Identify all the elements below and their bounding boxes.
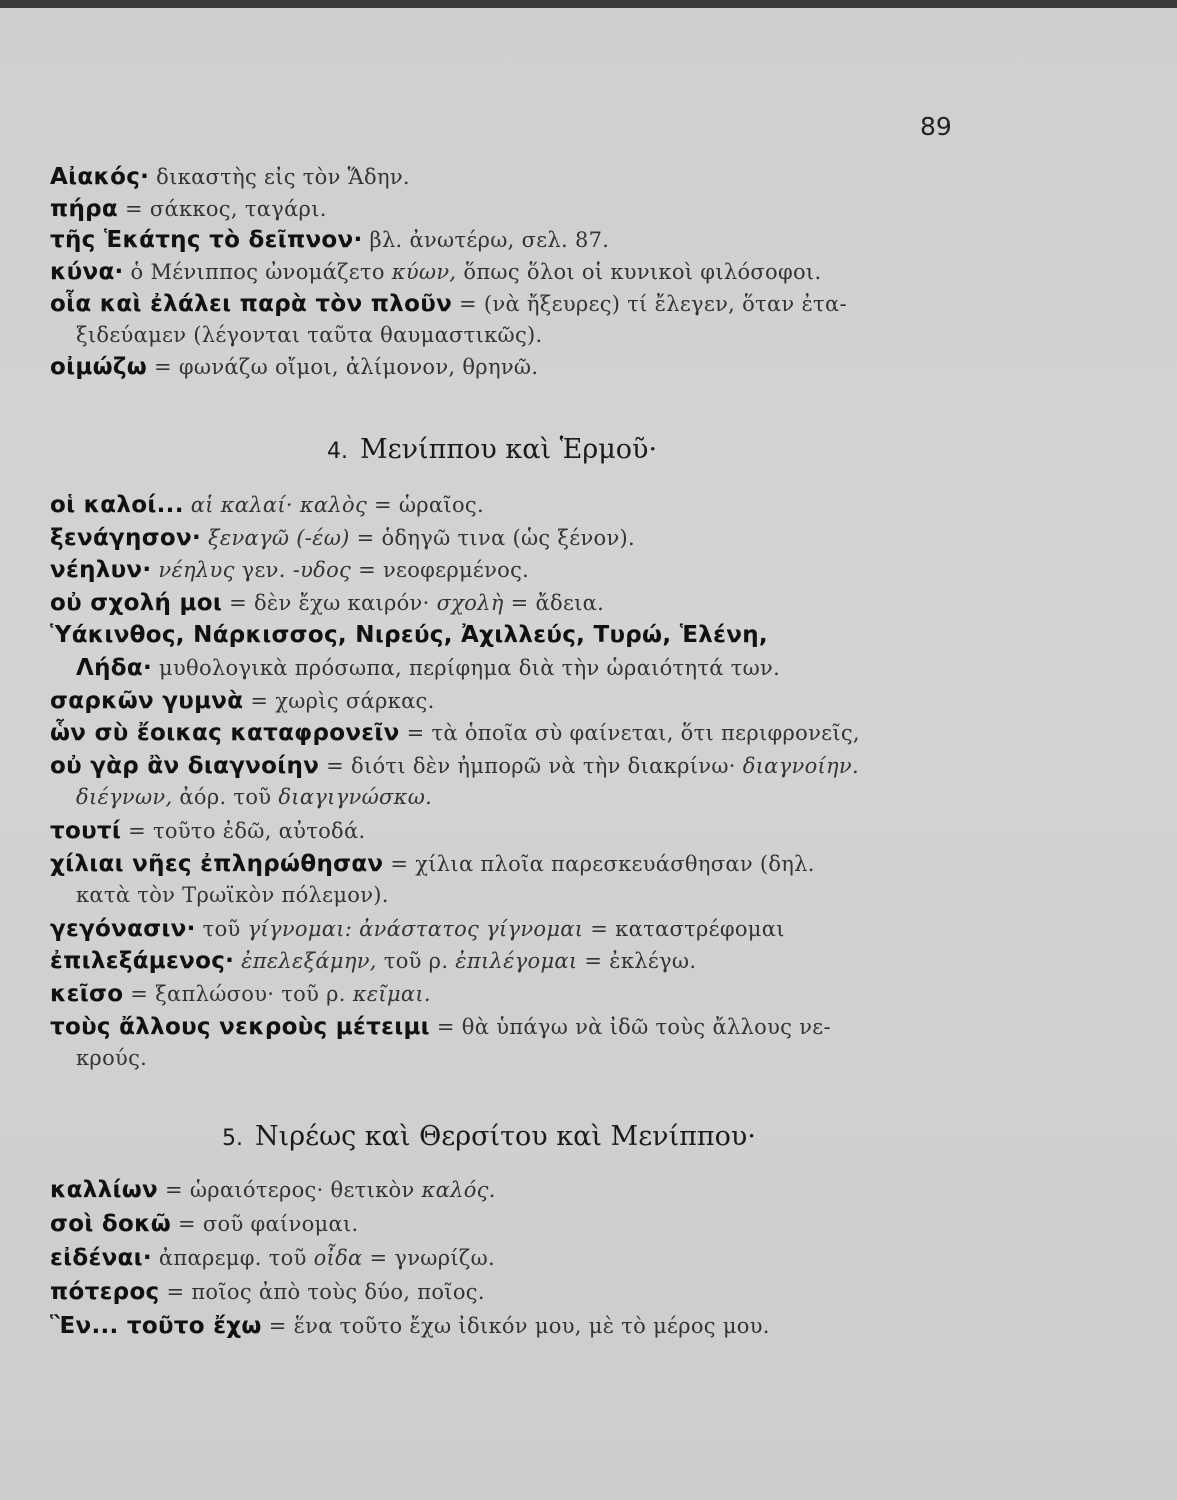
gloss-italic: ἐπιλέγομαι <box>455 949 578 974</box>
gloss-italic: κεῖμαι. <box>352 982 431 1006</box>
glossary-line <box>76 883 389 908</box>
gloss-text: δικαστὴς εἰς τὸν Ἅδην. <box>149 165 410 189</box>
gloss-text: τοῦ <box>195 916 248 941</box>
gloss-text: κρούς. <box>76 1046 148 1071</box>
glossary-line <box>50 622 768 648</box>
gloss-text: = ὁδηγῶ τινα (ὡς ξένον). <box>349 525 636 550</box>
glossary-line <box>50 818 365 844</box>
headword: οἱ καλοί... <box>50 492 184 518</box>
gloss-text: = τοῦτο ἐδῶ, αὐτοδά. <box>121 819 366 843</box>
glossary-line <box>76 323 543 348</box>
scan-edge <box>0 0 1177 8</box>
gloss-text: γεν. <box>234 558 293 583</box>
glossary-line <box>50 227 609 253</box>
gloss-italic: γίγνομαι: ἀνάστατος γίγνομαι <box>247 916 584 941</box>
gloss-text: = δὲν ἔχω καιρόν· <box>222 590 437 615</box>
glossary-line <box>50 753 859 779</box>
gloss-text: = ἐκλέγω. <box>577 949 697 974</box>
glossary-line <box>76 785 432 810</box>
glossary-line <box>50 354 538 380</box>
heading-title: Μενίππου καὶ Ἑρμοῦ· <box>360 434 658 465</box>
glossary-line <box>50 916 785 942</box>
gloss-text: βλ. ἀνωτέρω, σελ. 87. <box>362 228 610 253</box>
glossary-line <box>50 164 410 190</box>
gloss-italic: σχολὴ <box>436 590 504 615</box>
gloss-italic: διαγνοίην. <box>742 753 859 778</box>
gloss-text: = θὰ ὑπάγω νὰ ἰδῶ τοὺς ἄλλους νε- <box>429 1014 831 1039</box>
headword: γεγόνασιν· <box>50 915 196 942</box>
headword: Ὑάκινθος, Νάρκισσος, Νιρεύς, Ἀχιλλεύς, Τυρώ, Ἑλένη, <box>50 622 768 649</box>
section-heading-4 <box>327 434 657 465</box>
glossary-line <box>50 1014 831 1040</box>
gloss-text: μυθολογικὰ πρόσωπα, περίφημα διὰ τὴν ὡραιότητά των. <box>152 656 781 680</box>
heading-title: Νιρέως καὶ Θερσίτου καὶ Μενίππου· <box>255 1121 756 1152</box>
headword: τοὺς ἄλλους νεκροὺς μέτειμι <box>50 1013 430 1040</box>
glossary-line <box>76 655 780 681</box>
headword: ξενάγησον· <box>50 524 202 551</box>
gloss-italic: διαγιγνώσκω. <box>278 785 433 810</box>
gloss-text: = νεοφερμένος. <box>351 558 530 583</box>
headword: πότερος <box>50 1279 160 1305</box>
gloss-text: = ὡραιότερος· θετικὸν <box>157 1178 422 1202</box>
gloss-text: = φωνάζω οἴμοι, ἀλίμονον, θρηνῶ. <box>147 355 539 380</box>
glossary-line <box>50 259 821 285</box>
headword: χίλιαι νῆες ἐπληρώθησαν <box>50 850 384 877</box>
gloss-italic: ξεναγῶ (-έω) <box>201 525 350 550</box>
glossary-line <box>50 492 484 518</box>
gloss-italic: -υδος <box>292 558 352 583</box>
headword: πήρα <box>50 195 119 222</box>
gloss-text: = χωρὶς σάρκας. <box>243 688 435 713</box>
headword: οἰμώζω <box>50 354 148 381</box>
gloss-text: ἀόρ. τοῦ <box>172 785 279 810</box>
headword: οἷα καὶ ἐλάλει παρὰ τὸν πλοῦν <box>50 290 453 317</box>
headword: ὧν σὺ ἔοικας καταφρονεῖν <box>50 720 400 747</box>
headword: τουτί <box>50 818 122 844</box>
gloss-text: = ἄδεια. <box>503 590 605 615</box>
glossary-line <box>50 1245 495 1271</box>
gloss-text: = γνωρίζω. <box>362 1246 495 1270</box>
headword: καλλίων <box>50 1177 158 1203</box>
headword: οὐ σχολή μοι <box>50 589 223 616</box>
headword: Λήδα· <box>76 655 153 681</box>
glossary-line <box>50 1313 770 1339</box>
headword: ἐπιλεξάμενος· <box>50 948 235 975</box>
page-number: 89 <box>920 112 952 141</box>
glossary-line <box>50 525 635 551</box>
gloss-text: = τὰ ὁποῖα σὺ φαίνεται, ὅτι περιφρονεῖς, <box>399 721 860 746</box>
gloss-text: = καταστρέφομαι <box>583 916 785 941</box>
gloss-text: = διότι δὲν ἠμπορῶ νὰ τὴν διακρίνω· <box>319 753 743 778</box>
headword: σαρκῶν γυμνὰ <box>50 687 244 714</box>
glossary-line <box>50 196 327 222</box>
glossary-line <box>50 590 604 616</box>
headword: νέηλυν· <box>50 557 152 584</box>
glossary-line <box>50 1211 358 1237</box>
headword: κεῖσο <box>50 981 124 1007</box>
glossary-line <box>50 720 860 746</box>
gloss-text: = (νὰ ἤξευρες) τί ἔλεγεν, ὅταν ἐτα- <box>452 291 847 316</box>
gloss-text: τοῦ ρ. <box>376 949 456 974</box>
glossary-line <box>50 557 529 583</box>
heading-number: 5. <box>222 1126 243 1151</box>
gloss-italic: οἶδα <box>313 1246 363 1270</box>
gloss-text: = χίλια πλοῖα παρεσκευάσθησαν (δηλ. <box>383 851 815 876</box>
gloss-text: = σάκκος, ταγάρι. <box>118 196 327 221</box>
glossary-line <box>76 1046 147 1071</box>
gloss-text: = ποῖος ἀπὸ τοὺς δύο, ποῖος. <box>159 1280 485 1304</box>
headword: κύνα· <box>50 259 124 286</box>
gloss-text: ὅπως ὅλοι οἱ κυνικοὶ φιλόσοφοι. <box>456 260 822 285</box>
gloss-text: = ἕνα τοῦτο ἔχω ἰδικόν μου, μὲ τὸ μέρος μου. <box>261 1314 770 1338</box>
gloss-text: κατὰ τὸν Τρωϊκὸν πόλεμον). <box>76 883 389 908</box>
glossary-line <box>50 688 435 714</box>
glossary-line <box>50 981 431 1007</box>
gloss-italic: κύων, <box>391 260 457 285</box>
section-heading-5 <box>222 1121 756 1152</box>
headword: Αἰακός· <box>50 164 150 190</box>
glossary-line <box>50 1177 496 1203</box>
headword: Ἓν... τοῦτο ἔχω <box>50 1313 262 1339</box>
glossary-line <box>50 948 696 974</box>
gloss-text: ἀπαρεμφ. τοῦ <box>151 1246 314 1270</box>
headword: τῆς Ἑκάτης τὸ δεῖπνον· <box>50 227 363 254</box>
heading-number: 4. <box>327 439 348 464</box>
gloss-text: ὁ Μένιππος ὠνομάζετο <box>123 260 392 285</box>
glossary-line <box>50 291 847 317</box>
gloss-italic: ἐπελεξάμην, <box>234 949 377 974</box>
gloss-text: ξιδεύαμεν (λέγονται ταῦτα θαυμαστικῶς). <box>76 322 543 347</box>
headword: εἰδέναι· <box>50 1245 152 1271</box>
gloss-italic: καλός. <box>421 1178 496 1202</box>
headword: σοὶ δοκῶ <box>50 1211 172 1237</box>
gloss-italic: νέηλυς <box>151 558 235 583</box>
gloss-text: = ὡραῖος. <box>367 493 484 517</box>
gloss-text: = σοῦ φαίνομαι. <box>171 1212 359 1236</box>
glossary-line <box>50 851 815 877</box>
headword: οὐ γὰρ ἂν διαγνοίην <box>50 752 320 779</box>
gloss-italic: αἱ καλαί· καλὸς <box>183 493 368 517</box>
gloss-text: = ξαπλώσου· τοῦ ρ. <box>123 982 353 1006</box>
gloss-italic: διέγνων, <box>76 785 173 810</box>
glossary-line <box>50 1279 485 1305</box>
